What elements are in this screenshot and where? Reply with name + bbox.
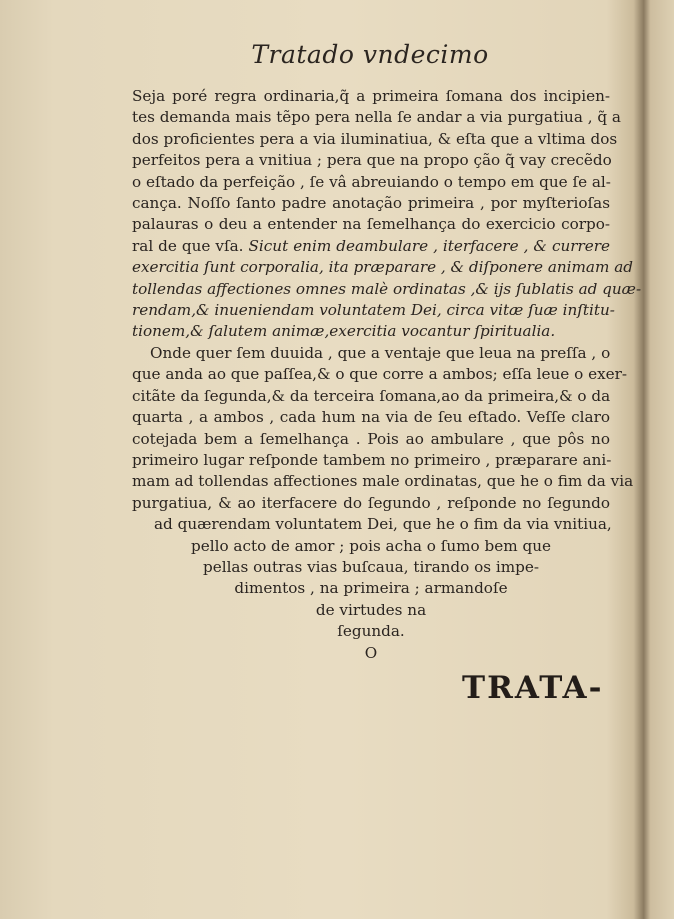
text-line: citãte da ſegunda,& da terceira ſomana,ao da primeira,& o da: [132, 386, 611, 405]
page-body: [132, 86, 642, 664]
tail-ornament-letter: O: [364, 643, 378, 662]
catchword: TRATA-: [462, 670, 604, 706]
text-line: dos proficientes pera a via iluminatiua, & eſta que a vltima dos: [132, 129, 618, 148]
text-line: ad quærendam voluntatem Dei, que he o fim da via vnitiua,: [154, 515, 612, 534]
text-line: quarta , a ambos , cada hum na via de ſeu eſtado. Veſſe claro: [132, 408, 610, 427]
text-line: primeiro lugar reſponde tambem no primeiro , præparare ani-: [132, 450, 612, 469]
text-line: palauras o deu a entender na ſemelhança do exercicio corpo-: [132, 215, 610, 234]
text-line: o eſtado da perfeição , ſe vâ abreuiando o tempo em que ſe al-: [132, 172, 611, 191]
tail-line: pellas outras vias buſcaua, tirando os impe-: [203, 557, 539, 576]
text-line: que anda ao que paſſea,& o que corre a ambos; eſſa leue o exer-: [132, 365, 628, 384]
latin-quote-start: Sicut enim deambulare , iterfacere , & currere: [248, 236, 610, 255]
text-fragment: ral de que vſa.: [132, 236, 244, 255]
text-line-mixed: [132, 236, 610, 257]
latin-line: rendam,& inueniendam voluntatem Dei, circa vitæ ſuæ inſtitu-: [132, 301, 615, 320]
text-line: cança. Noſſo ſanto padre anotação primeira , por myſterioſas: [132, 194, 610, 213]
text-line: purgatiua, & ao iterfacere do ſegundo , reſponde no ſegundo: [132, 493, 610, 512]
latin-line: exercitia ſunt corporalia, ita præparare , & diſponere animam ad: [132, 258, 633, 277]
tail-line: ſegunda.: [337, 622, 405, 641]
latin-line: tionem,& ſalutem animæ,exercitia vocantur ſpiritualia.: [132, 322, 556, 341]
tail-line: de virtudes na: [315, 600, 427, 619]
text-line: Onde quer ſem duuida , que a ventaje que leua na preſſa , o: [150, 343, 611, 362]
text-line: Seja poré regra ordinaria,q̃ a primeira ſomana dos incipien-: [132, 87, 610, 105]
text-line: cotejada bem a ſemelhança . Pois ao ambulare , que pôs no: [132, 429, 610, 448]
tail-line: dimentos , na primeira ; armandoſe: [234, 579, 508, 598]
tail-line: pello acto de amor ; pois acha o ſumo bem que: [191, 536, 551, 555]
text-line: mam ad tollendas affectiones male ordinatas, que he o fim da via: [132, 472, 634, 491]
latin-line: tollendas affectiones omnes malè ordinatas ,& ijs ſublatis ad quæ-: [132, 279, 642, 298]
text-line: perfeitos pera a vnitiua ; pera que na propo ção q̃ vay crecẽdo: [132, 151, 612, 170]
running-title: Tratado vndecimo: [251, 40, 489, 69]
text-line: tes demanda mais tẽpo pera nella ſe andar a via purgatiua , q̃ a: [132, 108, 621, 127]
